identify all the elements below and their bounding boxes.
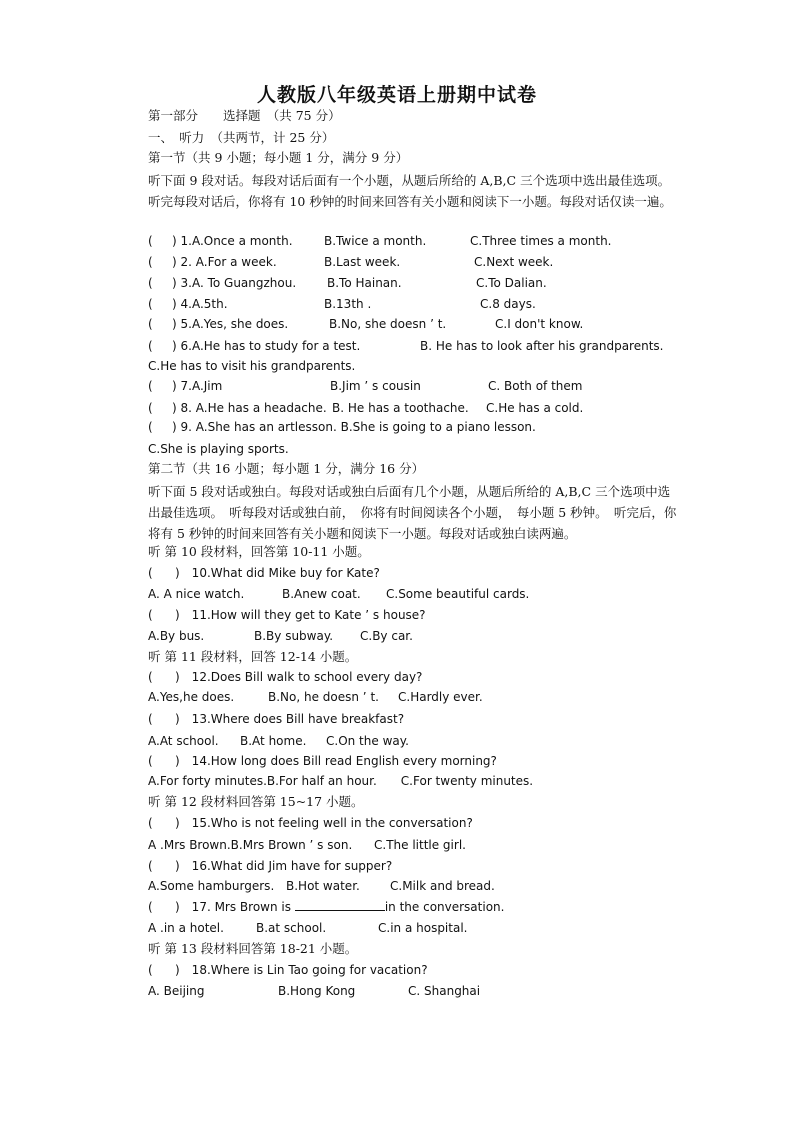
q2-a: ) 2. A.For a week. — [172, 255, 277, 269]
question-14 — [148, 752, 153, 770]
q7-b: B.Jim ’ s cousin — [330, 379, 421, 393]
section-heading: 一、 听力 （共两节，计 25 分） — [148, 130, 335, 145]
q8-a: ) 8. A.He has a headache. — [172, 401, 327, 415]
q14-stem: ) 14.How long does Bill read English every morning? — [175, 754, 497, 768]
material-11-heading: 听 第 11 段材料，回答 12-14 小题。 — [148, 649, 358, 664]
question-8 — [148, 399, 153, 417]
q8-c: C.He has a cold. — [486, 401, 584, 415]
q18-c: C. Shanghai — [408, 984, 481, 998]
q17-b: B.at school. — [256, 921, 327, 935]
q17-stem — [175, 898, 504, 916]
q4-a: ) 4.A.5th. — [172, 297, 228, 311]
q1-c: C.Three times a month. — [470, 234, 612, 248]
paren: ( — [148, 859, 153, 873]
q16-a: A.Some hamburgers. — [148, 879, 275, 893]
paren: ( — [148, 670, 153, 684]
question-10 — [148, 564, 153, 582]
q6-a: ) 6.A.He has to study for a test. — [172, 339, 361, 353]
q17-a: A .in a hotel. — [148, 921, 224, 935]
q12-b: B.No, he doesn ’ t. — [268, 690, 379, 704]
q7-c: C. Both of them — [488, 379, 583, 393]
question-11 — [148, 606, 153, 624]
question-18 — [148, 961, 153, 979]
q7-a: ) 7.A.Jim — [172, 379, 223, 393]
q5-a: ) 5.A.Yes, she does. — [172, 317, 289, 331]
q2-b: B.Last week. — [324, 255, 401, 269]
paren: ( — [148, 900, 153, 914]
q5-c: C.I don't know. — [495, 317, 584, 331]
q5-b: B.No, she doesn ’ t. — [329, 317, 447, 331]
paren: ( — [148, 608, 153, 622]
question-17 — [148, 898, 153, 916]
q16-stem: ) 16.What did Jim have for supper? — [175, 859, 393, 873]
q11-stem: ) 11.How will they get to Kate ’ s house? — [175, 608, 426, 622]
q10-stem: ) 10.What did Mike buy for Kate? — [175, 566, 380, 580]
paren: ( — [148, 379, 153, 393]
paren: ( — [148, 317, 153, 331]
instructions-2: 听下面 5 段对话或独白。每段对话或独白后面有几个小题，从题后所给的 A,B,C 三个选项中选出最佳选项。 听每段对话或独白前， 你将有时间阅读各个小题， 每小题 5 秒钟。 听完后，你将有 5 秒钟的时间来回答有关小题和阅读下一小题。每段对话或独白读两遍。 — [148, 484, 677, 541]
q13-stem: ) 13.Where does Bill have breakfast? — [175, 712, 405, 726]
q18-a: A. Beijing — [148, 984, 205, 998]
q1-b: B.Twice a month. — [324, 234, 427, 248]
question-9 — [148, 418, 153, 436]
paren: ( — [148, 566, 153, 580]
question-6 — [148, 337, 153, 355]
question-12 — [148, 668, 153, 686]
q12-c: C.Hardly ever. — [398, 690, 483, 704]
q16-b: B.Hot water. — [286, 879, 360, 893]
q1-a: ) 1.A.Once a month. — [172, 234, 293, 248]
q15-c: C.The little girl. — [374, 838, 466, 852]
q17-stem-pre: ) 17. Mrs Brown is — [175, 900, 291, 914]
question-2 — [148, 253, 153, 271]
q18-b: B.Hong Kong — [278, 984, 356, 998]
q16-c: C.Milk and bread. — [390, 879, 495, 893]
question-15 — [148, 814, 153, 832]
q15-stem: ) 15.Who is not feeling well in the conversation? — [175, 816, 473, 830]
q6-b: B. He has to look after his grandparents. — [420, 339, 664, 353]
q10-a: A. A nice watch. — [148, 587, 245, 601]
q18-stem: ) 18.Where is Lin Tao going for vacation? — [175, 963, 428, 977]
paren: ( — [148, 297, 153, 311]
question-3 — [148, 274, 153, 292]
subsection-heading-1: 第一节（共 9 小题；每小题 1 分，满分 9 分） — [148, 150, 409, 165]
q13-c: C.On the way. — [326, 734, 409, 748]
q9-c: C.She is playing sports. — [148, 442, 289, 456]
paren: ( — [148, 816, 153, 830]
paren: ( — [148, 276, 153, 290]
paren: ( — [148, 401, 153, 415]
q14-options: A.For forty minutes.B.For half an hour. C.For twenty minutes. — [148, 774, 534, 788]
material-12-heading: 听 第 12 段材料回答第 15~17 小题。 — [148, 794, 364, 809]
q3-c: C.To Dalian. — [476, 276, 547, 290]
question-16 — [148, 857, 153, 875]
material-10-heading: 听 第 10 段材料，回答第 10-11 小题。 — [148, 544, 370, 559]
q8-b: B. He has a toothache. — [332, 401, 469, 415]
question-1 — [148, 232, 153, 250]
question-7 — [148, 377, 153, 395]
question-5 — [148, 315, 153, 333]
q12-a: A.Yes,he does. — [148, 690, 235, 704]
q9-ab: ) 9. A.She has an artlesson. B.She is going to a piano lesson. — [172, 420, 536, 434]
paren: ( — [148, 255, 153, 269]
q10-c: C.Some beautiful cards. — [386, 587, 530, 601]
q6-c: C.He has to visit his grandparents. — [148, 359, 356, 373]
instructions-1-text: 听下面 9 段对话。每段对话后面有一个小题，从题后所给的 A,B,C 三个选项中选出最佳选项。听完每段对话后，你将有 10 秒钟的时间来回答有关小题和阅读下一小题。每段对话仅读一遍。 — [148, 173, 672, 209]
q15-ab: A .Mrs Brown.B.Mrs Brown ’ s son. — [148, 838, 353, 852]
q3-b: B.To Hainan. — [327, 276, 402, 290]
part-heading: 第一部分 选择题 （共 75 分） — [148, 108, 341, 123]
q13-a: A.At school. — [148, 734, 219, 748]
paren: ( — [148, 420, 153, 434]
q2-c: C.Next week. — [474, 255, 554, 269]
q12-stem: ) 12.Does Bill walk to school every day? — [175, 670, 423, 684]
q11-c: C.By car. — [360, 629, 413, 643]
instructions-1 — [148, 170, 678, 212]
q4-b: B.13th . — [324, 297, 372, 311]
paren: ( — [148, 754, 153, 768]
q4-c: C.8 days. — [480, 297, 536, 311]
q17-stem-post: in the conversation. — [384, 900, 505, 914]
q17-c: C.in a hospital. — [378, 921, 468, 935]
paren: ( — [148, 234, 153, 248]
q13-b: B.At home. — [240, 734, 307, 748]
page-title: 人教版八年级英语上册期中试卷 — [256, 84, 537, 106]
question-4 — [148, 295, 153, 313]
answer-blank[interactable] — [295, 898, 385, 911]
q3-a: ) 3.A. To Guangzhou. — [172, 276, 297, 290]
q11-b: B.By subway. — [254, 629, 334, 643]
paren: ( — [148, 712, 153, 726]
material-13-heading: 听 第 13 段材料回答第 18-21 小题。 — [148, 941, 358, 956]
paren: ( — [148, 963, 153, 977]
q10-b: B.Anew coat. — [282, 587, 361, 601]
q11-a: A.By bus. — [148, 629, 205, 643]
question-13 — [148, 710, 153, 728]
paren: ( — [148, 339, 153, 353]
subsection-heading-2: 第二节（共 16 小题；每小题 1 分，满分 16 分） — [148, 461, 425, 476]
